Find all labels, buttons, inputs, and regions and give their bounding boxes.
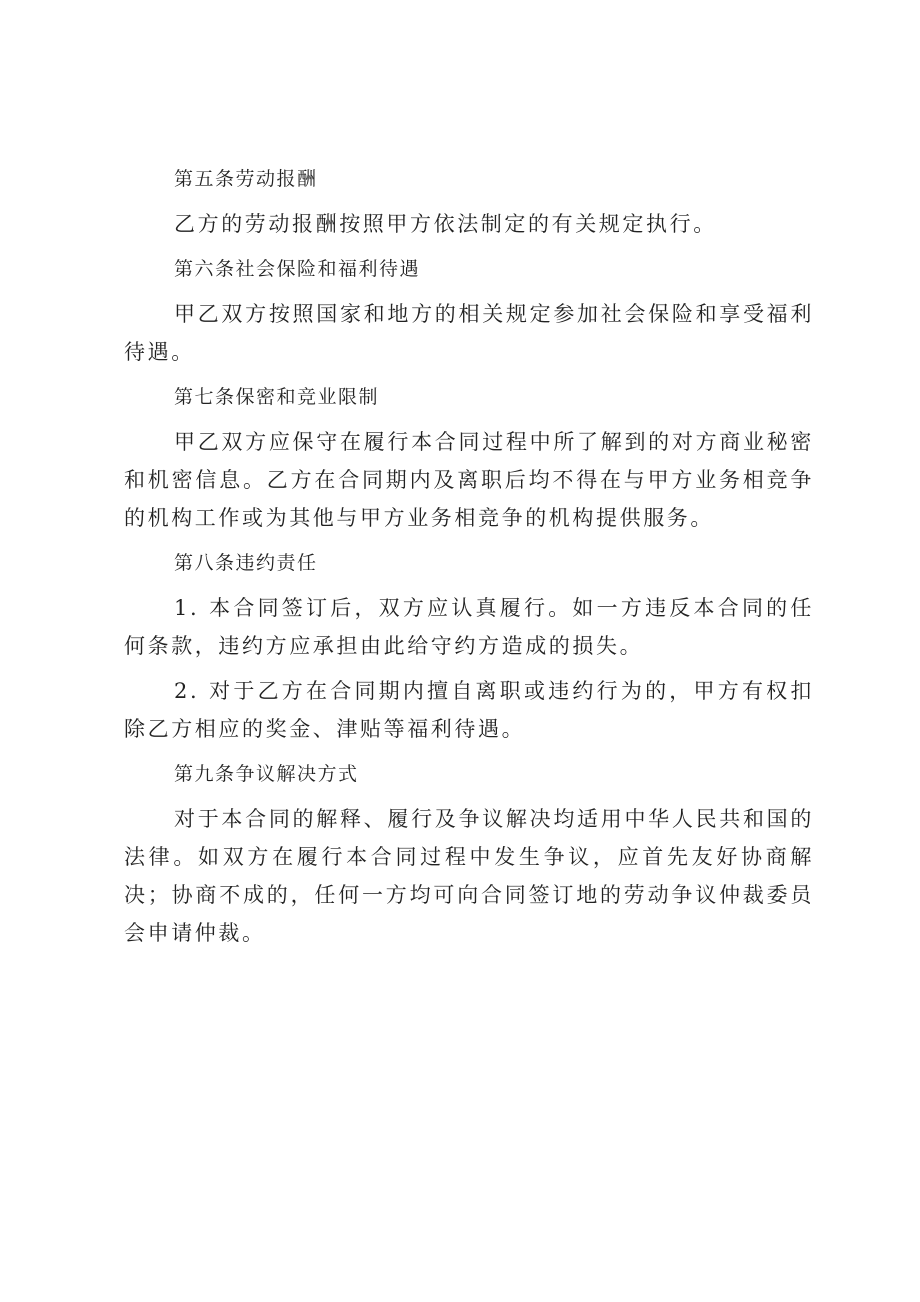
article-7-paragraph: 甲乙双方应保守在履行本合同过程中所了解到的对方商业秘密和机密信息。乙方在合同期内及离职后均不得在与甲方业务相竞争的机构工作或为其他与甲方业务相竞争的机构提供服务。 xyxy=(124,430,814,530)
article-5-paragraph: 乙方的劳动报酬按照甲方依法制定的有关规定执行。 xyxy=(174,212,717,236)
article-6-paragraph: 甲乙双方按照国家和地方的相关规定参加社会保险和享受福利待遇。 xyxy=(124,302,814,364)
article-7-heading: 第七条保密和竞业限制 xyxy=(174,386,380,408)
document-body xyxy=(124,148,814,952)
article-5-heading: 第五条劳动报酬 xyxy=(174,168,318,190)
article-8-heading: 第八条违约责任 xyxy=(174,552,318,574)
article-9-paragraph: 对于本合同的解释、履行及争议解决均适用中华人民共和国的法律。如双方在履行本合同过程中发生争议，应首先友好协商解决；协商不成的，任何一方均可向合同签订地的劳动争议仲裁委员会申请仲裁。 xyxy=(124,807,814,945)
article-6-heading: 第六条社会保险和福利待遇 xyxy=(174,258,421,280)
article-8-clause-1: 1. 本合同签订后，双方应认真履行。如一方违反本合同的任何条款，违约方应承担由此给守约方造成的损失。 xyxy=(124,596,814,658)
article-8-clause-2: 2. 对于乙方在合同期内擅自离职或违约行为的，甲方有权扣除乙方相应的奖金、津贴等福利待遇。 xyxy=(124,679,814,741)
article-9-heading: 第九条争议解决方式 xyxy=(174,763,359,785)
